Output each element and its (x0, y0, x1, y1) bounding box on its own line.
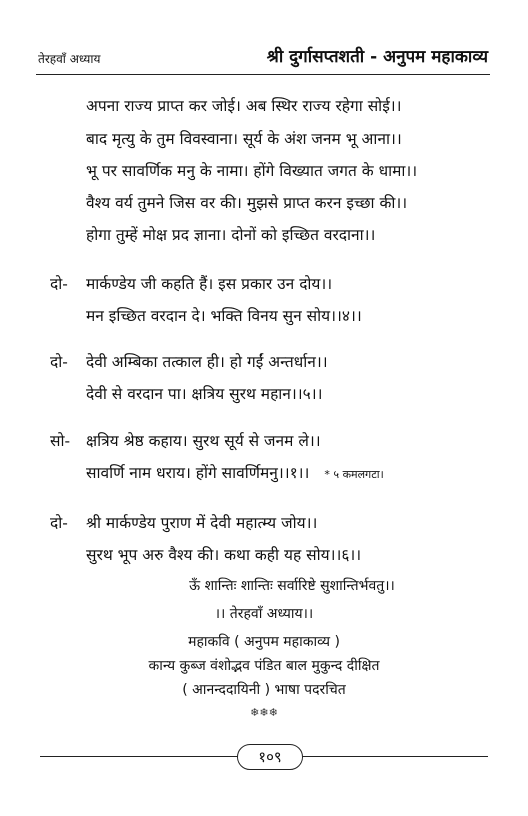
soratha-label: सो- (50, 432, 71, 450)
author-name: कान्य कुब्ज वंशोद्भव पंडित बाल मुकुन्द दीक्षित (148, 658, 380, 674)
doha-line: देवी अम्बिका तत्काल ही। हो गईं अन्तर्धान।। (86, 353, 328, 371)
page-number: १०९ (237, 744, 303, 770)
author-title: महाकवि ( अनुपम महाकाव्य ) (188, 634, 340, 650)
doha-line: मार्कण्डेय जी कहति हैं। इस प्रकार उन दोय।। (86, 275, 333, 293)
footnote-marker: * ५ कमलगटा। (324, 468, 384, 481)
header-divider (36, 74, 490, 75)
soratha-line: क्षत्रिय श्रेष्ठ कहाय। सुरथ सूर्य से जनम ले।। (86, 432, 321, 450)
doha-label: दो- (50, 353, 68, 371)
chapter-end: ।। तेरहवाँ अध्याय।। (214, 606, 314, 622)
doha-line: सुरथ भूप अरु वैश्य की। कथा कही यह सोय।।६।। (86, 546, 362, 564)
running-head-title: श्री दुर्गासप्तशती - अनुपम महाकाव्य (266, 47, 488, 67)
running-head-chapter: तेरहवाँ अध्याय (38, 52, 101, 66)
verse-line: बाद मृत्यु के तुम विवस्वाना। सूर्य के अंश जनम भू आना।। (86, 130, 402, 148)
composition-note: ( आनन्ददायिनी ) भाषा पदरचित (182, 682, 346, 698)
doha-label: दो- (50, 514, 68, 532)
verse-line: अपना राज्य प्राप्त कर जोई। अब स्थिर राज्य रहेगा सोई।। (86, 97, 402, 115)
soratha-line-text: सावर्णि नाम धराय। होंगे सावर्णिमनु।।१।। (86, 464, 310, 482)
doha-label: दो- (50, 275, 68, 293)
verse-line: वैश्य वर्य तुमने जिस वर की। मुझसे प्राप्त करन इच्छा की।। (86, 194, 408, 212)
doha-line: मन इच्छित वरदान दे। भक्ति विनय सुन सोय।।४।। (86, 307, 362, 325)
doha-line: श्री मार्कण्डेय पुराण में देवी महात्म्य जोय।। (86, 514, 318, 532)
verse-line: होगा तुम्हें मोक्ष प्रद ज्ञाना। दोनों को इच्छित वरदाना।। (86, 226, 376, 244)
doha-line: देवी से वरदान पा। क्षत्रिय सुरथ महान।।५।। (86, 385, 323, 403)
ornament-stars: ❄❄❄ (250, 706, 278, 719)
peace-mantra: ऊँ शान्तिः शान्तिः सर्वारिष्टे सुशान्तिर्भवतु।। (189, 578, 395, 594)
soratha-line (86, 461, 384, 483)
verse-line: भू पर सावर्णिक मनु के नामा। होंगे विख्यात जगत के धामा।। (86, 162, 418, 180)
